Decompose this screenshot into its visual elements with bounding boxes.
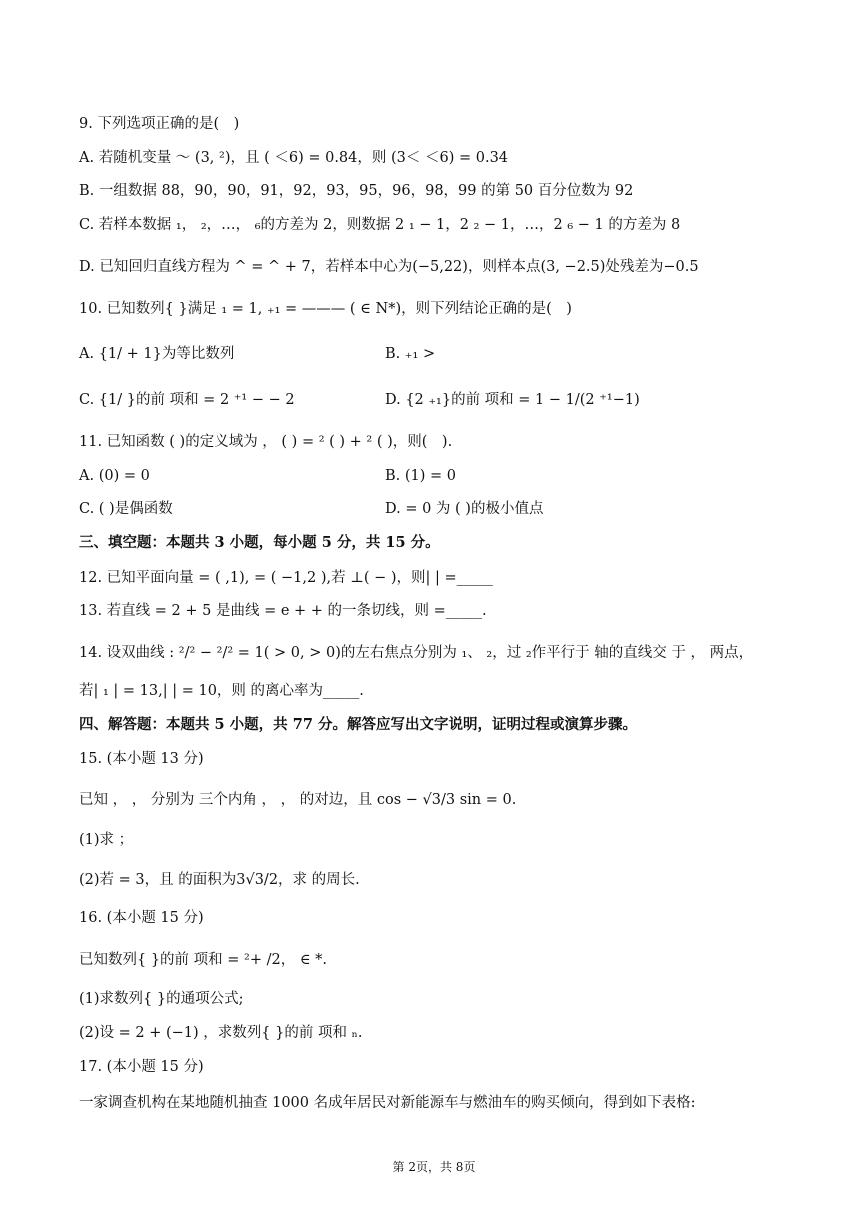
q12: 12. 已知平面向量 = ( ,1), = ( −1,2 ),若 ⊥( − )，则| | =_____ [79, 570, 493, 586]
q16-title: 16. (本小题 15 分) [79, 910, 204, 926]
q9-option-c: C. 若样本数据 ₁， ₂，…， ₆的方差为 2，则数据 2 ₁ − 1，2 ₂ − 1，…，2 ₆ − 1 的方差为 8 [79, 217, 681, 233]
q17-stem: 一家调查机构在某地随机抽查 1000 名成年居民对新能源车与燃油车的购买倾向，得到如下表格: [79, 1095, 696, 1111]
q10-option-d: D. {2 ₊₁}的前 项和 = 1 − 1/(2 ⁺¹−1) [385, 392, 640, 408]
q16-stem: 已知数列{ }的前 项和 = ²+ /2， ∈ *. [79, 952, 328, 968]
q9-option-d: D. 已知回归直线方程为 ^ = ^ + 7，若样本中心为(−5,22)，则样本点(3, −2.5)处残差为−0.5 [79, 259, 699, 275]
q11-option-c: C. ( )是偶函数 [79, 501, 173, 517]
q9-option-b: B. 一组数据 88，90，90，91，92，93，95，96，98，99 的第 50 百分位数为 92 [79, 183, 634, 199]
q15-part2: (2)若 = 3，且 的面积为3√3/2，求 的周长. [79, 872, 360, 888]
section-fill-in-heading: 三、填空题：本题共 3 小题，每小题 5 分，共 15 分。 [79, 534, 440, 551]
q15-stem: 已知 ， ， 分别为 三个内角 ， ， 的对边，且 cos − √3/3 sin = 0. [79, 792, 517, 808]
q10-option-a: A. {1/ + 1}为等比数列 [79, 346, 235, 362]
q16-part1: (1)求数列{ }的通项公式; [79, 991, 244, 1007]
q15-title: 15. (本小题 13 分) [79, 751, 204, 767]
q10-stem: 10. 已知数列{ }满足 ₁ = 1, ₊₁ = ——— ( ∈ N*)，则下列结论正确的是( ) [79, 301, 572, 317]
q10-option-c: C. {1/ }的前 项和 = 2 ⁺¹ − − 2 [79, 392, 295, 408]
q16-part2: (2)设 = 2 + (−1) ，求数列{ }的前 项和 ₙ. [79, 1025, 363, 1041]
q13: 13. 若直线 = 2 + 5 是曲线 = e + + 的一条切线，则 =_____. [79, 603, 487, 619]
q10-option-b: B. ₊₁ > [385, 346, 436, 362]
q9-stem: 9. 下列选项正确的是( ) [79, 116, 240, 132]
q11-option-d: D. = 0 为 ( )的极小值点 [385, 501, 544, 517]
q15-part1: (1)求 ； [79, 832, 134, 848]
q14-line2: 若| ₁ | = 13,| | = 10，则 的离心率为_____. [79, 683, 364, 699]
q14-line1: 14. 设双曲线 : ²/² − ²/² = 1( > 0, > 0)的左右焦点分别为 ₁、 ₂，过 ₂作平行于 轴的直线交 于 ， 两点， [79, 645, 754, 661]
q11-option-a: A. (0) = 0 [79, 468, 150, 484]
page-footer: 第 2页，共 8页 [392, 1160, 476, 1174]
q17-title: 17. (本小题 15 分) [79, 1059, 204, 1075]
q11-stem: 11. 已知函数 ( )的定义域为 ， ( ) = ² ( ) + ² ( )，则( ). [79, 434, 453, 450]
section-answer-heading: 四、解答题：本题共 5 小题，共 77 分。解答应写出文字说明，证明过程或演算步骤。 [79, 716, 637, 733]
q9-option-a: A. 若随机变量 ～ (3, ²)，且 ( ＜6) = 0.84，则 (3＜ ＜6) = 0.34 [79, 150, 509, 166]
q11-option-b: B. (1) = 0 [385, 468, 457, 484]
